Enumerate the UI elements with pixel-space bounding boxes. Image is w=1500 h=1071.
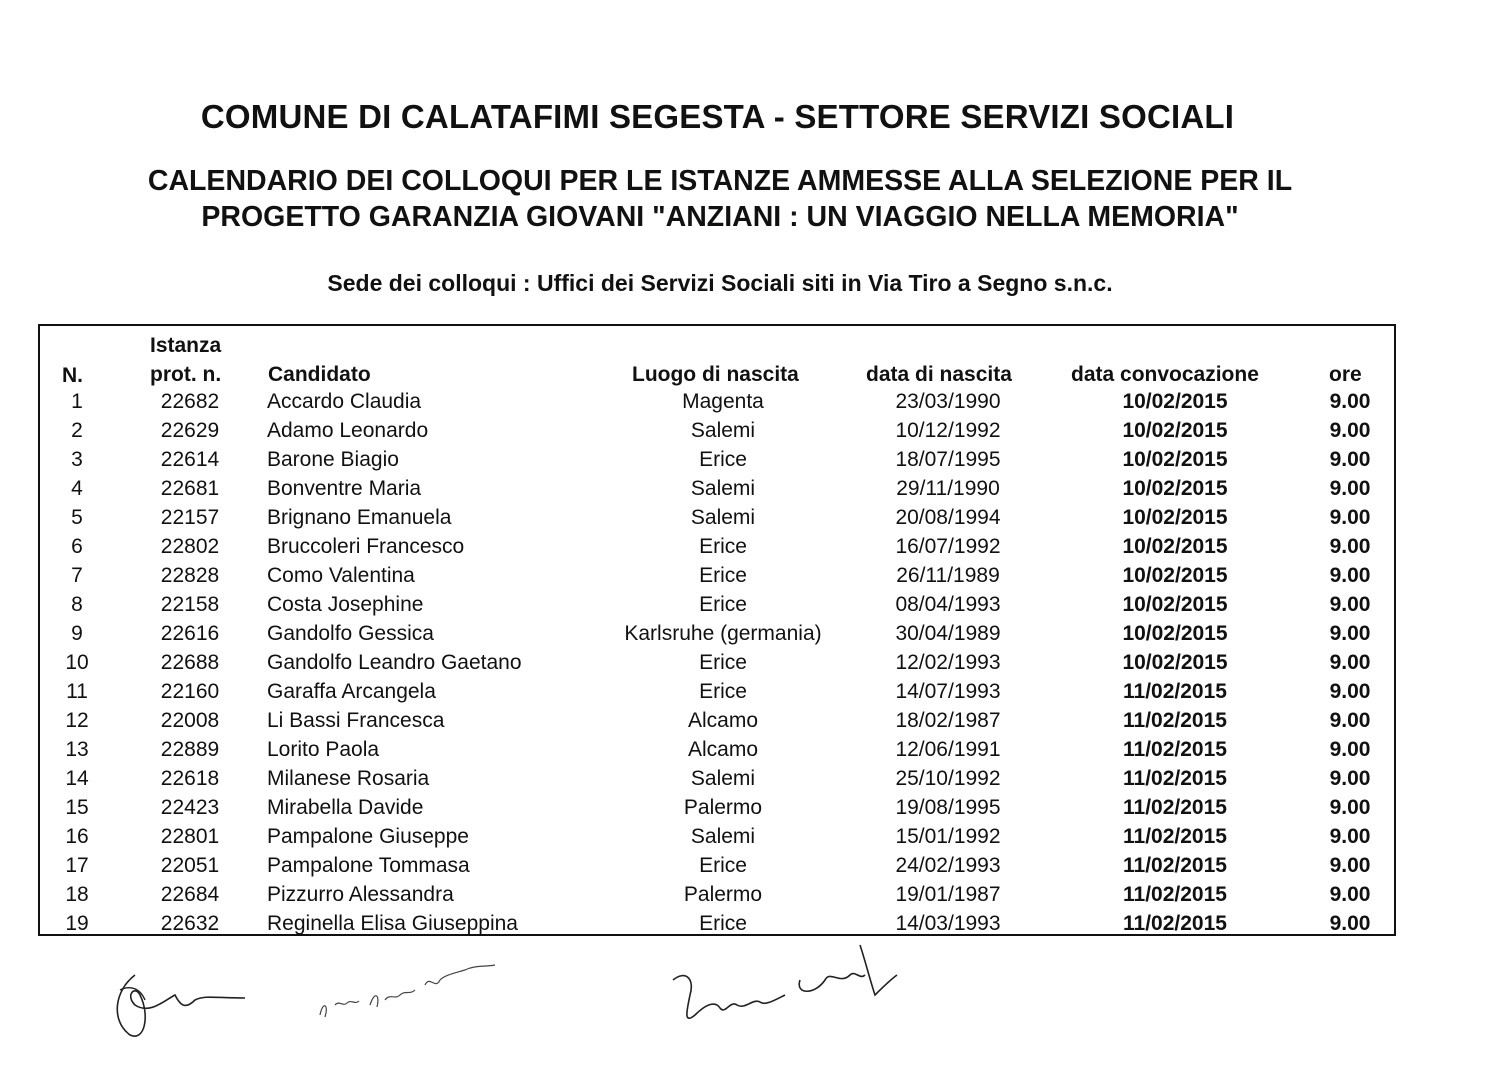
- header-data-convocazione: data convocazione: [1071, 363, 1259, 386]
- row-birth-date: 14/07/1993: [895, 680, 1001, 703]
- row-birth-date: 20/08/1994: [895, 506, 1001, 529]
- table-row: [40, 709, 1398, 738]
- row-candidate-name: Milanese Rosaria: [267, 767, 430, 790]
- row-protocol-number: 22616: [160, 622, 220, 645]
- row-number: 3: [71, 448, 83, 471]
- row-protocol-number: 22423: [160, 796, 220, 819]
- row-birth-date: 18/07/1995: [895, 448, 1001, 471]
- row-protocol-number: 22681: [160, 477, 220, 500]
- row-number: 7: [71, 564, 83, 587]
- page-title: COMUNE DI CALATAFIMI SEGESTA - SETTORE SERVIZI SOCIALI: [200, 98, 1235, 135]
- row-birth-date: 18/02/1987: [895, 709, 1001, 732]
- row-interview-date: 11/02/2015: [1123, 680, 1227, 703]
- row-number: 14: [65, 767, 89, 790]
- row-interview-date: 10/02/2015: [1122, 593, 1228, 616]
- table-row: [40, 883, 1398, 912]
- row-protocol-number: 22614: [160, 448, 220, 471]
- row-number: 8: [71, 593, 83, 616]
- row-birthplace: Erice: [699, 564, 747, 587]
- row-number: 4: [71, 477, 83, 500]
- row-birthplace: Alcamo: [687, 738, 759, 761]
- row-protocol-number: 22828: [160, 564, 220, 587]
- row-candidate-name: Pampalone Giuseppe: [267, 825, 469, 848]
- header-candidato: Candidato: [268, 363, 371, 386]
- row-birthplace: Palermo: [683, 883, 763, 906]
- table-row: [40, 564, 1398, 593]
- row-number: 9: [71, 622, 83, 645]
- row-number: 17: [65, 854, 89, 877]
- row-birthplace: Alcamo: [687, 709, 759, 732]
- row-interview-date: 11/02/2015: [1123, 854, 1227, 877]
- row-candidate-name: Mirabella Davide: [267, 796, 424, 819]
- row-interview-time: 9.00: [1329, 651, 1371, 674]
- row-number: 19: [65, 912, 89, 935]
- row-candidate-name: Gandolfo Leandro Gaetano: [267, 651, 522, 674]
- row-birth-date: 15/01/1992: [895, 825, 1001, 848]
- row-interview-date: 11/02/2015: [1123, 825, 1227, 848]
- row-interview-time: 9.00: [1329, 883, 1371, 906]
- table-row: [40, 535, 1398, 564]
- row-number: 10: [65, 651, 89, 674]
- row-candidate-name: Li Bassi Francesca: [267, 709, 445, 732]
- table-row: [40, 738, 1398, 767]
- table-row: [40, 854, 1398, 883]
- row-birth-date: 12/06/1991: [895, 738, 1001, 761]
- row-candidate-name: Brignano Emanuela: [267, 506, 452, 529]
- row-interview-time: 9.00: [1329, 680, 1371, 703]
- row-number: 18: [65, 883, 89, 906]
- row-interview-time: 9.00: [1329, 593, 1371, 616]
- row-birthplace: Erice: [699, 448, 747, 471]
- row-protocol-number: 22629: [160, 419, 220, 442]
- row-interview-date: 10/02/2015: [1122, 622, 1228, 645]
- signature-2: [315, 945, 505, 1025]
- header-istanza: Istanza: [150, 334, 222, 357]
- row-protocol-number: 22688: [160, 651, 220, 674]
- row-protocol-number: 22632: [160, 912, 220, 935]
- interview-location: Sede dei colloqui : Uffici dei Servizi Sociali siti in Via Tiro a Segno s.n.c.: [327, 270, 1113, 296]
- row-interview-date: 10/02/2015: [1122, 448, 1228, 471]
- row-interview-time: 9.00: [1329, 767, 1371, 790]
- row-number: 6: [71, 535, 83, 558]
- table-row: [40, 680, 1398, 709]
- row-protocol-number: 22051: [160, 854, 220, 877]
- row-birthplace: Salemi: [690, 506, 756, 529]
- row-birthplace: Salemi: [690, 767, 756, 790]
- table-row: [40, 506, 1398, 535]
- row-candidate-name: Garaffa Arcangela: [267, 680, 436, 703]
- row-interview-time: 9.00: [1329, 419, 1371, 442]
- row-candidate-name: Lorito Paola: [267, 738, 380, 761]
- row-birthplace: Magenta: [682, 390, 764, 413]
- row-number: 5: [71, 506, 83, 529]
- row-number: 13: [65, 738, 89, 761]
- row-interview-time: 9.00: [1329, 506, 1371, 529]
- row-interview-time: 9.00: [1329, 796, 1371, 819]
- row-interview-date: 10/02/2015: [1122, 477, 1228, 500]
- row-birth-date: 10/12/1992: [895, 419, 1001, 442]
- row-interview-time: 9.00: [1329, 738, 1371, 761]
- page-subtitle-line1: CALENDARIO DEI COLLOQUI PER LE ISTANZE AMMESSE ALLA SELEZIONE PER IL: [147, 165, 1293, 197]
- table-row: [40, 767, 1398, 796]
- table-row: [40, 622, 1398, 651]
- row-birth-date: 19/08/1995: [895, 796, 1001, 819]
- row-interview-date: 10/02/2015: [1122, 535, 1228, 558]
- row-birth-date: 14/03/1993: [895, 912, 1001, 935]
- signature-1: [105, 960, 255, 1050]
- row-protocol-number: 22802: [160, 535, 220, 558]
- row-interview-date: 10/02/2015: [1122, 564, 1228, 587]
- row-birthplace: Salemi: [690, 419, 756, 442]
- table-row: [40, 912, 1398, 941]
- row-birthplace: Erice: [699, 680, 747, 703]
- row-birth-date: 23/03/1990: [895, 390, 1001, 413]
- row-interview-date: 10/02/2015: [1122, 390, 1228, 413]
- row-birthplace: Erice: [699, 535, 747, 558]
- row-interview-time: 9.00: [1329, 448, 1371, 471]
- row-interview-time: 9.00: [1329, 390, 1371, 413]
- row-protocol-number: 22158: [160, 593, 220, 616]
- row-birthplace: Palermo: [683, 796, 763, 819]
- signature-3: [665, 940, 915, 1035]
- row-interview-time: 9.00: [1329, 622, 1371, 645]
- row-candidate-name: Bonventre Maria: [267, 477, 422, 500]
- row-birth-date: 25/10/1992: [895, 767, 1001, 790]
- row-interview-time: 9.00: [1329, 825, 1371, 848]
- row-interview-time: 9.00: [1329, 709, 1371, 732]
- table-row: [40, 419, 1398, 448]
- interview-schedule-table: [38, 324, 1396, 936]
- row-birthplace: Erice: [699, 651, 747, 674]
- row-candidate-name: Barone Biagio: [267, 448, 399, 471]
- row-protocol-number: 22160: [160, 680, 220, 703]
- row-interview-time: 9.00: [1329, 912, 1371, 935]
- table-row: [40, 448, 1398, 477]
- row-number: 1: [71, 390, 83, 413]
- row-protocol-number: 22008: [160, 709, 220, 732]
- row-protocol-number: 22157: [160, 506, 220, 529]
- row-number: 2: [71, 419, 83, 442]
- row-number: 16: [65, 825, 89, 848]
- row-number: 12: [65, 709, 89, 732]
- row-number: 15: [65, 796, 89, 819]
- row-interview-time: 9.00: [1329, 477, 1371, 500]
- row-candidate-name: Adamo Leonardo: [267, 419, 429, 442]
- row-candidate-name: Gandolfo Gessica: [267, 622, 434, 645]
- row-interview-time: 9.00: [1329, 564, 1371, 587]
- row-protocol-number: 22889: [160, 738, 220, 761]
- row-birthplace: Salemi: [690, 477, 756, 500]
- row-birthplace: Erice: [699, 854, 747, 877]
- row-interview-date: 11/02/2015: [1123, 883, 1227, 906]
- table-row: [40, 593, 1398, 622]
- table-row: [40, 651, 1398, 680]
- table-row: [40, 825, 1398, 854]
- row-birth-date: 26/11/1989: [896, 564, 1000, 587]
- row-protocol-number: 22682: [160, 390, 220, 413]
- row-interview-date: 11/02/2015: [1123, 709, 1227, 732]
- row-interview-date: 10/02/2015: [1122, 651, 1228, 674]
- row-interview-time: 9.00: [1329, 535, 1371, 558]
- row-interview-date: 11/02/2015: [1123, 767, 1227, 790]
- row-protocol-number: 22801: [160, 825, 220, 848]
- row-candidate-name: Pizzurro Alessandra: [267, 883, 454, 906]
- row-candidate-name: Bruccoleri Francesco: [267, 535, 465, 558]
- table-row: [40, 477, 1398, 506]
- row-birth-date: 19/01/1987: [895, 883, 1001, 906]
- row-interview-date: 11/02/2015: [1123, 912, 1227, 935]
- row-interview-date: 10/02/2015: [1122, 419, 1228, 442]
- row-birthplace: Salemi: [690, 825, 756, 848]
- row-birthplace: Karlsruhe (germania): [624, 622, 822, 645]
- page-subtitle-line2: PROGETTO GARANZIA GIOVANI "ANZIANI : UN VIAGGIO NELLA MEMORIA": [201, 201, 1239, 233]
- header-n: N.: [62, 364, 83, 387]
- row-birthplace: Erice: [699, 593, 747, 616]
- row-protocol-number: 22618: [160, 767, 220, 790]
- header-data-nascita: data di nascita: [866, 363, 1012, 386]
- row-birthplace: Erice: [699, 912, 747, 935]
- header-prot: prot. n.: [150, 363, 222, 386]
- row-candidate-name: Pampalone Tommasa: [267, 854, 470, 877]
- row-interview-date: 11/02/2015: [1123, 738, 1227, 761]
- row-protocol-number: 22684: [160, 883, 220, 906]
- row-candidate-name: Costa Josephine: [267, 593, 424, 616]
- row-interview-time: 9.00: [1329, 854, 1371, 877]
- row-interview-date: 10/02/2015: [1122, 506, 1228, 529]
- header-ore: ore: [1329, 363, 1362, 386]
- header-luogo: Luogo di nascita: [632, 363, 799, 386]
- row-birth-date: 12/02/1993: [895, 651, 1001, 674]
- table-row: [40, 796, 1398, 825]
- row-candidate-name: Accardo Claudia: [267, 390, 422, 413]
- row-birth-date: 29/11/1990: [896, 477, 1000, 500]
- row-birth-date: 08/04/1993: [895, 593, 1001, 616]
- row-number: 11: [66, 680, 88, 703]
- table-row: [40, 390, 1398, 419]
- row-birth-date: 30/04/1989: [895, 622, 1001, 645]
- row-candidate-name: Como Valentina: [267, 564, 415, 587]
- row-birth-date: 16/07/1992: [895, 535, 1001, 558]
- row-candidate-name: Reginella Elisa Giuseppina: [267, 912, 518, 935]
- row-interview-date: 11/02/2015: [1123, 796, 1227, 819]
- row-birth-date: 24/02/1993: [895, 854, 1001, 877]
